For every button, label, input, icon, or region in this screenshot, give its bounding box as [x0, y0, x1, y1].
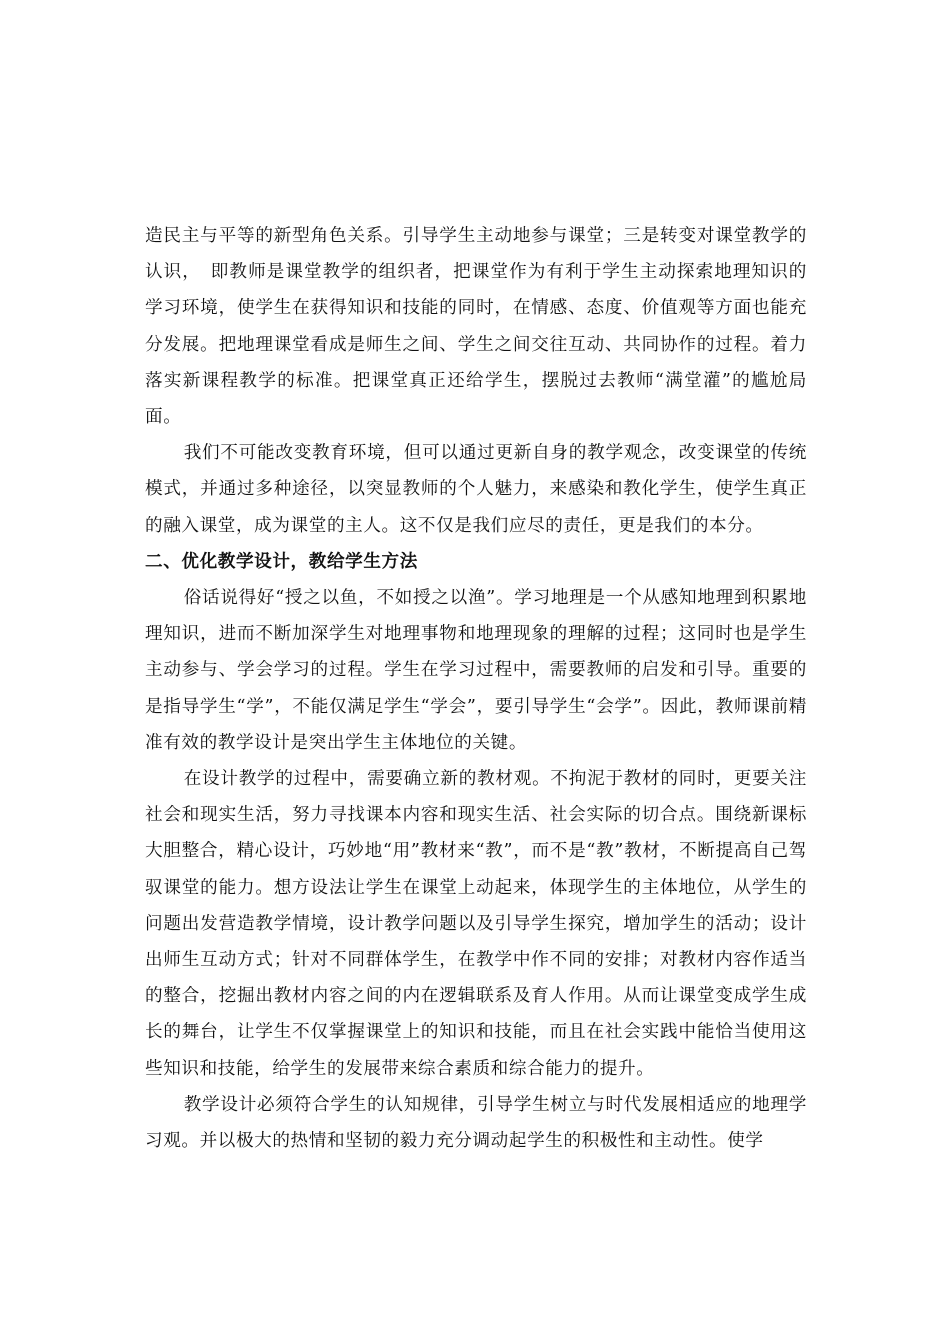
paragraph-continuation: 造民主与平等的新型角色关系。引导学生主动地参与课堂；三是转变对课堂教学的认识， 即教师是课堂教学的组织者，把课堂作为有利于学生主动探索地理知识的学习环境，使学生在获得知识和技能的同时，在情感、态度、价值观等方面也能充分发展。把地理课堂看成是师生之间、学生之间交往互动、共同协作的过程。着力落实新课程教学的标准。把课堂真正还给学生，摆脱过去教师“满堂灌”的尴尬局面。 — [145, 226, 807, 428]
paragraph-teacher-role: 我们不可能改变教育环境，但可以通过更新自身的教学观念，改变课堂的传统模式，并通过多种途径，以突显教师的个人魅力，来感染和教化学生，使学生真正的融入课堂，成为课堂的主人。这不仅是我们应尽的责任，更是我们的本分。 — [145, 443, 807, 536]
document-body — [145, 218, 807, 1159]
section-heading-2: 二、优化教学设计，教给学生方法 — [145, 551, 418, 572]
paragraph-teach-methods: 俗话说得好“授之以鱼，不如授之以渔”。学习地理是一个从感知地理到积累地理知识，进而不断加深学生对地理事物和地理现象的理解的过程；这同时也是学生主动参与、学会学习的过程。学生在学习过程中，需要教师的启发和引导。重要的是指导学生“学”，不能仅满足学生“学会”，要引导学生“会学”。因此，教师课前精准有效的教学设计是突出学生主体地位的关键。 — [145, 588, 807, 753]
paragraph-cognitive-rules: 教学设计必须符合学生的认知规律，引导学生树立与时代发展相适应的地理学习观。并以极大的热情和坚韧的毅力充分调动起学生的积极性和主动性。使学 — [145, 1094, 807, 1152]
paragraph-teaching-design: 在设计教学的过程中，需要确立新的教材观。不拘泥于教材的同时，更要关注社会和现实生活，努力寻找课本内容和现实生活、社会实际的切合点。围绕新课标大胆整合，精心设计，巧妙地“用”教材来“教”，而不是“教”教材，不断提高自己驾驭课堂的能力。想方设法让学生在课堂上动起来，体现学生的主体地位，从学生的问题出发营造教学情境，设计教学问题以及引导学生探究，增加学生的活动；设计出师生互动方式；针对不同群体学生，在教学中作不同的安排；对教材内容作适当的整合，挖掘出教材内容之间的内在逻辑联系及育人作用。从而让课堂变成学生成长的舞台，让学生不仅掌握课堂上的知识和技能，而且在社会实践中能恰当使用这些知识和技能，给学生的发展带来综合素质和综合能力的提升。 — [145, 769, 807, 1079]
